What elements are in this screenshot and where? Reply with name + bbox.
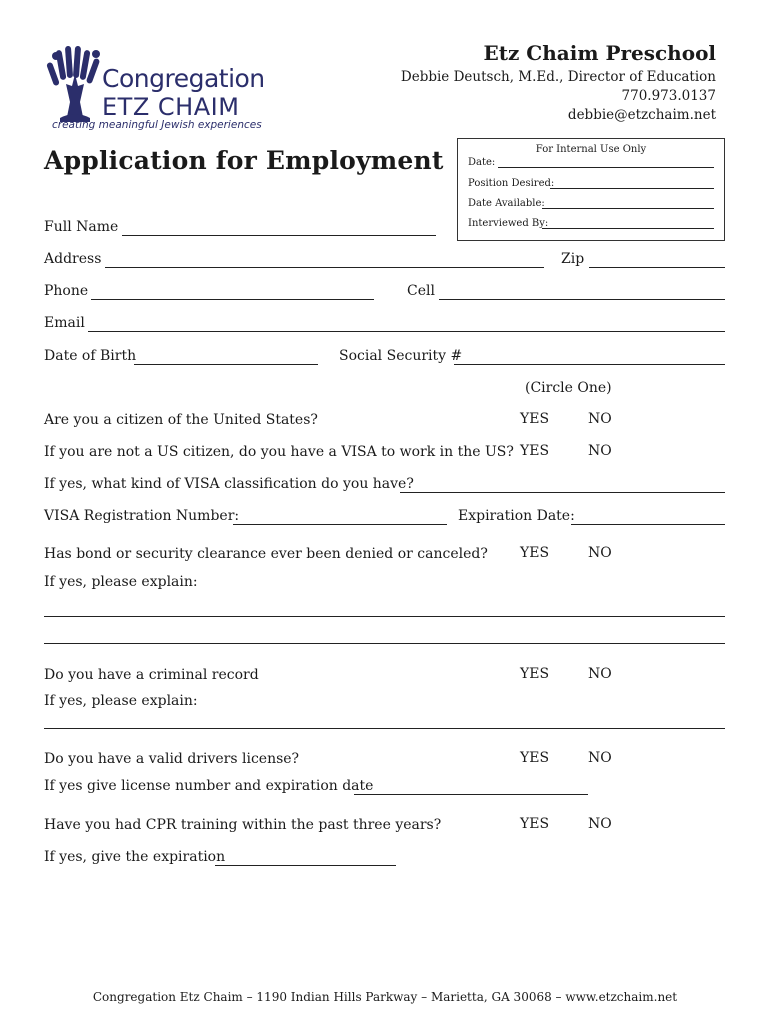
bond-no-option[interactable]: NO xyxy=(588,545,612,561)
visa-no-option[interactable]: NO xyxy=(588,443,612,459)
internal-position-line xyxy=(550,188,714,189)
cpr-no-option[interactable]: NO xyxy=(588,816,612,832)
internal-available-line xyxy=(542,208,714,209)
license-detail-label: If yes give license number and expiration date xyxy=(44,778,374,794)
email-field[interactable] xyxy=(88,309,725,332)
citizen-yes-option[interactable]: YES xyxy=(520,411,550,427)
cpr-question: Have you had CPR training within the past three years? xyxy=(44,817,442,833)
cpr-detail-label: If yes, give the expiration xyxy=(44,849,226,865)
phone-line: 770.973.0137 xyxy=(621,88,716,104)
license-detail-field[interactable] xyxy=(354,772,588,795)
license-yes-option[interactable]: YES xyxy=(520,750,550,766)
criminal-no-option[interactable]: NO xyxy=(588,666,612,682)
internal-date-line xyxy=(498,167,714,168)
phone-label: Phone xyxy=(44,283,89,299)
school-name: Etz Chaim Preschool xyxy=(483,41,716,65)
logo-name-line2: ETZ CHAIM xyxy=(102,93,240,121)
citizen-no-option[interactable]: NO xyxy=(588,411,612,427)
criminal-explain-field[interactable] xyxy=(44,706,725,729)
visa-class-label: If yes, what kind of VISA classification do you have? xyxy=(44,476,414,492)
congregation-logo xyxy=(44,44,265,134)
zip-field[interactable] xyxy=(589,245,725,268)
cell-label: Cell xyxy=(407,283,435,299)
circle-one-note: (Circle One) xyxy=(525,380,612,396)
internal-position-label: Position Desired: xyxy=(468,178,555,189)
bond-explain-field-1[interactable] xyxy=(44,594,725,617)
cpr-yes-option[interactable]: YES xyxy=(520,816,550,832)
cpr-detail-field[interactable] xyxy=(215,843,396,866)
bond-explain-field-2[interactable] xyxy=(44,621,725,644)
zip-label: Zip xyxy=(561,251,585,267)
internal-interviewed-line xyxy=(542,228,714,229)
visa-class-field[interactable] xyxy=(400,470,725,493)
internal-use-title: For Internal Use Only xyxy=(535,144,647,155)
bond-yes-option[interactable]: YES xyxy=(520,545,550,561)
logo-tagline: creating meaningful Jewish experiences xyxy=(52,119,262,131)
license-question: Do you have a valid drivers license? xyxy=(44,751,300,767)
logo-name-line1: Congregation xyxy=(102,64,265,93)
internal-use-box xyxy=(457,138,725,241)
cell-field[interactable] xyxy=(439,277,725,300)
internal-date-label: Date: xyxy=(468,157,496,168)
internal-interviewed-label: Interviewed By: xyxy=(468,218,549,229)
phone-field[interactable] xyxy=(91,277,374,300)
visa-reg-field[interactable] xyxy=(233,502,447,525)
bond-question: Has bond or security clearance ever been denied or canceled? xyxy=(44,546,488,562)
dob-field[interactable] xyxy=(134,342,318,365)
citizen-question: Are you a citizen of the United States? xyxy=(44,412,318,428)
ssn-field[interactable] xyxy=(454,342,725,365)
address-label: Address xyxy=(44,251,102,267)
full-name-label: Full Name xyxy=(44,219,119,235)
expiration-label: Expiration Date: xyxy=(458,508,575,524)
visa-reg-label: VISA Registration Number: xyxy=(44,508,240,524)
visa-yes-option[interactable]: YES xyxy=(520,443,550,459)
email-label: Email xyxy=(44,315,85,331)
dob-label: Date of Birth xyxy=(44,348,137,364)
director-line: Debbie Deutsch, M.Ed., Director of Education xyxy=(400,69,716,85)
criminal-yes-option[interactable]: YES xyxy=(520,666,550,682)
expiration-field[interactable] xyxy=(571,502,725,525)
criminal-explain-label: If yes, please explain: xyxy=(44,693,198,709)
ssn-label: Social Security # xyxy=(339,348,463,364)
page-title: Application for Employment xyxy=(44,146,444,175)
page-footer: Congregation Etz Chaim – 1190 Indian Hills Parkway – Marietta, GA 30068 – www.etzchaim.net xyxy=(92,990,678,1004)
license-no-option[interactable]: NO xyxy=(588,750,612,766)
address-field[interactable] xyxy=(105,245,544,268)
full-name-field[interactable] xyxy=(122,213,436,236)
bond-explain-label: If yes, please explain: xyxy=(44,574,198,590)
criminal-question: Do you have a criminal record xyxy=(44,667,259,683)
visa-question: If you are not a US citizen, do you have a VISA to work in the US? xyxy=(44,444,514,460)
internal-available-label: Date Available: xyxy=(468,198,545,209)
email-link[interactable]: debbie@etzchaim.net xyxy=(567,107,716,123)
tree-of-life-icon xyxy=(44,44,106,124)
